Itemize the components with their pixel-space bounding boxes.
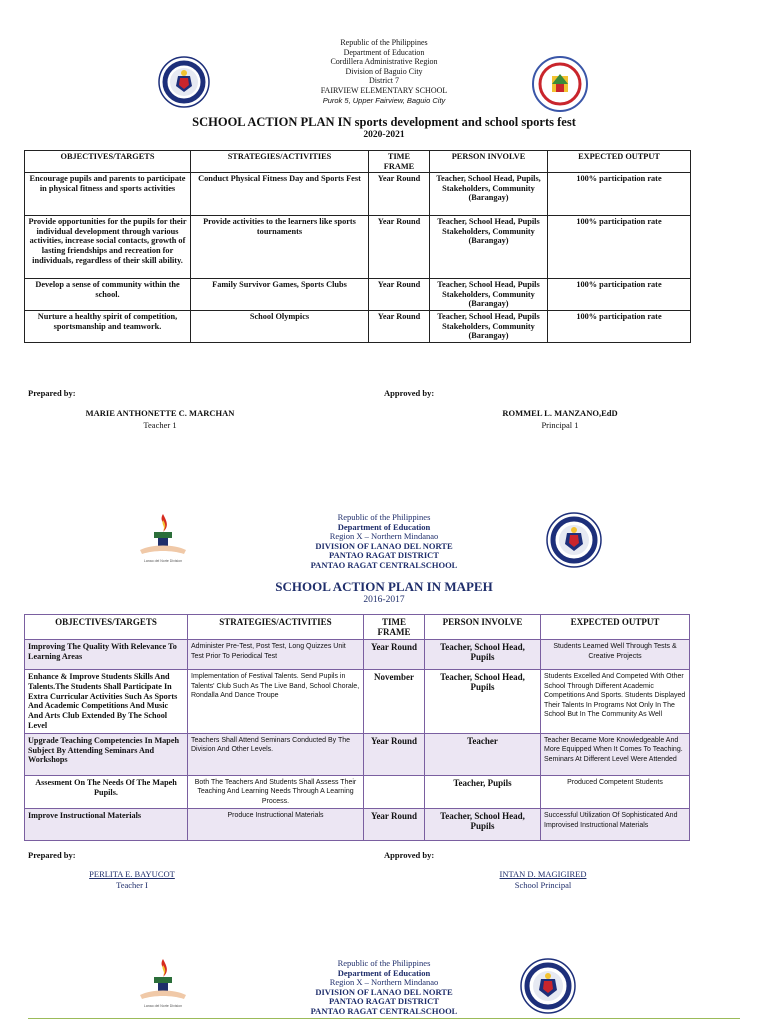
table-row [25, 173, 691, 216]
preparer-name: MARIE ANTHONETTE C. MARCHAN [85, 408, 235, 418]
header-line: Department of Education [343, 47, 425, 57]
table-cell: Encourage pupils and parents to participate in physical fitness and sports activities [25, 173, 191, 216]
preparer-name: PERLITA E. BAYUCOT [89, 869, 175, 879]
division-logo-caption: Lanao del Norte Division [143, 1004, 183, 1008]
division-torch-logo-icon [134, 510, 192, 566]
column-header: OBJECTIVES/TARGETS [25, 151, 191, 173]
approver-name: ROMMEL L. MANZANO,EdD [502, 408, 618, 418]
table-header-row [25, 615, 690, 640]
doc1-header [284, 38, 484, 106]
approved-by-label: Approved by: [384, 850, 435, 860]
table-cell: Conduct Physical Fitness Day and Sports Fest [191, 173, 369, 216]
table-cell: Year Round [364, 733, 425, 775]
approver-title: School Principal [514, 880, 572, 890]
header-line: PANTAO RAGAT DISTRICT [329, 996, 439, 1006]
table-cell: 100% participation rate [548, 279, 691, 311]
table-cell: Enhance & Improve Students Skills And Talents.The Students Shall Participate In Extra Curricular Activities Such As Sports And Academic Competitions And Music And Arts Club Extended By The School Level [25, 670, 188, 734]
title-bold: SCHOOL ACTION PLAN IN [192, 115, 352, 129]
table-cell: Teacher, School Head, Pupils Stakeholders, Community (Barangay) [430, 311, 548, 343]
table-cell: Implementation of Festival Talents. Send Pupils in Talents' Club Such As The Live Band, School Chorale, Rondalla And Dance Troupe [188, 670, 364, 734]
header-line: PANTAO RAGAT CENTRALSCHOOL [310, 1005, 458, 1016]
table-cell: Improve Instructional Materials [25, 809, 188, 841]
doc2-header [284, 513, 484, 570]
table-cell: Family Survivor Games, Sports Clubs [191, 279, 369, 311]
table-row [25, 216, 691, 279]
table-cell: Year Round [369, 216, 430, 279]
table-cell: Teacher [425, 733, 541, 775]
column-header: TIME FRAME [369, 151, 430, 173]
table-cell: Teacher, School Head, Pupils [425, 670, 541, 734]
header-line: Department of Education [337, 521, 431, 532]
header-line: Region X – Northern Mindanao [329, 977, 439, 987]
table-cell: Year Round [369, 173, 430, 216]
doc2-title: SCHOOL ACTION PLAN IN MAPEH [275, 579, 493, 594]
deped-seal-icon [546, 512, 602, 568]
header-line: Region X – Northern Mindanao [329, 531, 439, 541]
doc1-action-table [24, 150, 691, 343]
footer-divider [28, 1018, 740, 1019]
header-line: PANTAO RAGAT CENTRALSCHOOL [310, 559, 458, 570]
doc1-year: 2020-2021 [363, 130, 405, 140]
table-cell [364, 775, 425, 809]
doc2-year: 2016-2017 [363, 595, 405, 605]
approver-name: INTAN D. MAGIGIRED [499, 869, 587, 879]
column-header: EXPECTED OUTPUT [548, 151, 691, 173]
table-cell: Provide activities to the learners like sports tournaments [191, 216, 369, 279]
table-cell: Upgrade Teaching Competencies In Mapeh Subject By Attending Seminars And Workshops [25, 733, 188, 775]
table-cell: Administer Pre-Test, Post Test, Long Quizzes Unit Test Prior To Periodical Test [188, 640, 364, 670]
header-line: District 7 [369, 76, 399, 85]
table-cell: Year Round [369, 279, 430, 311]
header-line: Department of Education [337, 967, 431, 978]
table-cell: Nurture a healthy spirit of competition, sportsmanship and teamwork. [25, 311, 191, 343]
table-cell: Teacher Became More Knowledgeable And More Equipped When It Comes To Teaching. Seminars At Different Level Were Attended [541, 733, 690, 775]
column-header: STRATEGIES/ACTIVITIES [188, 615, 364, 640]
column-header: OBJECTIVES/TARGETS [25, 615, 188, 640]
table-row [25, 640, 690, 670]
table-cell: Teacher, School Head, Pupils Stakeholders, Community (Barangay) [430, 216, 548, 279]
table-row [25, 775, 690, 809]
table-cell: Teachers Shall Attend Seminars Conducted By The Division And Other Levels. [188, 733, 364, 775]
table-cell: Year Round [364, 809, 425, 841]
table-cell: Both The Teachers And Students Shall Assess Their Teaching And Learning Needs Through A Learning Process. [188, 775, 364, 809]
column-header: PERSON INVOLVE [430, 151, 548, 173]
table-row [25, 311, 691, 343]
table-cell: Assesment On The Needs Of The Mapeh Pupils. [25, 775, 188, 809]
table-cell: Students Excelled And Competed With Other School Through Different Academic Competitions And Sports. Students Displayed Their Talents In Programs Not Only In The School But In The Community As Well [541, 670, 690, 734]
table-cell: Develop a sense of community within the school. [25, 279, 191, 311]
table-row [25, 670, 690, 734]
deped-seal-icon [520, 958, 576, 1014]
header-line: Division of Baguio City [345, 66, 423, 76]
column-header: EXPECTED OUTPUT [541, 615, 690, 640]
doc1-title [0, 115, 768, 130]
preparer-title: Teacher I [116, 880, 148, 890]
header-line: Republic of the Philippines [337, 512, 431, 522]
column-header: STRATEGIES/ACTIVITIES [191, 151, 369, 173]
title-rest: sports development and school sports fest [354, 115, 576, 129]
table-row [25, 279, 691, 311]
table-cell: Teacher, Pupils [425, 775, 541, 809]
table-cell: Students Learned Well Through Tests & Creative Projects [541, 640, 690, 670]
header-line: PANTAO RAGAT DISTRICT [329, 550, 439, 560]
table-header-row [25, 151, 691, 173]
doc2-action-table [24, 614, 690, 841]
approved-by-label: Approved by: [384, 388, 435, 398]
table-cell: Successful Utilization Of Sophisticated And Improvised Instructional Materials [541, 809, 690, 841]
approver-title: Principal 1 [541, 420, 579, 430]
table-cell: Produced Competent Students [541, 775, 690, 809]
prepared-by-label: Prepared by: [28, 388, 76, 398]
column-header: PERSON INVOLVE [425, 615, 541, 640]
column-header: TIME FRAME [364, 615, 425, 640]
school-address: Purok 5, Upper Fairview, Baguio City [322, 96, 446, 105]
table-row [25, 733, 690, 775]
table-row [25, 809, 690, 841]
header-line: DIVISION OF LANAO DEL NORTE [315, 986, 453, 997]
table-cell: November [364, 670, 425, 734]
doc3-header [284, 959, 484, 1016]
table-cell: 100% participation rate [548, 173, 691, 216]
table-cell: 100% participation rate [548, 311, 691, 343]
header-line: FAIRVIEW ELEMENTARY SCHOOL [320, 85, 448, 95]
table-cell: 100% participation rate [548, 216, 691, 279]
table-cell: Provide opportunities for the pupils for their individual development through various activities, increase social contacts, growth of lasting friendships and recreation for individuals, regardless of their skill ability. [25, 216, 191, 279]
table-cell: Produce Instructional Materials [188, 809, 364, 841]
table-cell: Improving The Quality With Relevance To Learning Areas [25, 640, 188, 670]
header-line: Republic of the Philippines [340, 38, 428, 47]
fairview-school-seal-icon [532, 56, 588, 112]
table-cell: School Olympics [191, 311, 369, 343]
table-cell: Teacher, School Head, Pupils [425, 640, 541, 670]
division-logo-caption: Lanao del Norte Division [143, 559, 183, 563]
table-cell: Year Round [364, 640, 425, 670]
prepared-by-label: Prepared by: [28, 850, 76, 860]
header-line: DIVISION OF LANAO DEL NORTE [315, 540, 453, 551]
table-cell: Teacher, School Head, Pupils Stakeholders, Community (Barangay) [430, 279, 548, 311]
division-torch-logo-icon [134, 955, 192, 1011]
header-line: Cordillera Administrative Region [330, 57, 438, 66]
preparer-title: Teacher 1 [143, 420, 177, 430]
header-line: Republic of the Philippines [337, 958, 431, 968]
deped-seal-icon [158, 56, 210, 108]
table-cell: Teacher, School Head, Pupils [425, 809, 541, 841]
table-cell: Year Round [369, 311, 430, 343]
table-cell: Teacher, School Head, Pupils, Stakeholders, Community (Barangay) [430, 173, 548, 216]
